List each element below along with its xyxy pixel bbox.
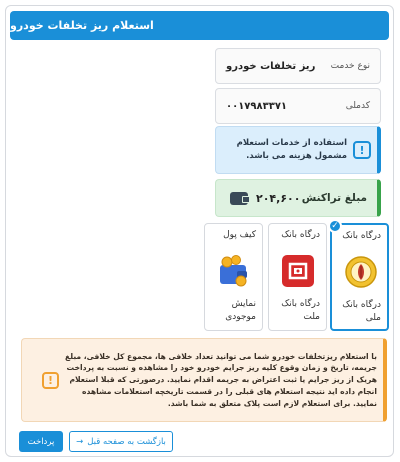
check-icon: ✓ (328, 219, 342, 233)
payment-option-title: درگاه بانک (342, 231, 381, 241)
payment-option-subtitle: درگاه بانک ملی (342, 300, 381, 323)
national-code-value: ۰۰۱۷۹۸۳۳۷۱ (226, 100, 288, 112)
warning-text: با استعلام ریزتخلفات خودرو شما می توانید تعداد خلافی ها، مجموع کل خلافی، مبلغ جریمه، تاریخ و زمان وقوع کلیه ریز جرایم خودرو خود را مشاهده و نسبت به پرداخت هریک از ریز جرایم یا ثبت اعتراض به جریمه اقدام نمایید. درصورتی که قبلا استعلام انجام داده اید نتیجه استعلام های قبلی را در قسمت تاریخچه استعلامات مشاهده نمایید. برای استعلام لازم است پلاک متعلق به شما باشد. (65, 351, 377, 408)
fee-notice (215, 126, 381, 174)
page-title: استعلام ریز تخلفات خودرو (10, 11, 389, 40)
service-type-label: نوع خدمت (330, 61, 370, 71)
inquiry-info-warning (21, 338, 387, 422)
service-type-field (215, 48, 381, 84)
amount-value: ۲۰۴,۶۰۰ (256, 191, 301, 205)
wallet-icon (230, 192, 248, 205)
payment-option-wallet[interactable] (204, 223, 263, 331)
fee-notice-text: استفاده از خدمات استعلام مشمول هزینه می باشد. (236, 138, 347, 161)
national-code-field (215, 88, 381, 124)
pay-button[interactable]: پرداخت (19, 431, 63, 452)
amount-label: مبلغ تراکنش (301, 192, 367, 204)
payment-option-bank-mellat[interactable] (268, 223, 327, 331)
inquiry-card (5, 5, 394, 457)
warning-icon: ! (42, 372, 59, 389)
payment-option-title: کیف پول (223, 230, 256, 240)
back-button[interactable] (69, 431, 173, 452)
bank-melli-logo (344, 255, 378, 289)
transaction-amount (215, 179, 381, 217)
arrow-right-icon: → (76, 436, 84, 447)
payment-option-bank-melli[interactable] (330, 223, 389, 331)
info-icon: ! (353, 141, 371, 159)
payment-option-title: درگاه بانک (281, 230, 320, 240)
payment-option-subtitle: درگاه بانک ملت (281, 299, 320, 322)
wallet-coins-logo (217, 254, 251, 288)
payment-option-subtitle: نمایش موجودی (225, 299, 256, 322)
service-type-value: ریز تخلفات خودرو (226, 60, 316, 72)
back-button-label: بازگشت به صفحه قبل (87, 436, 166, 447)
national-code-label: کدملی (345, 101, 370, 111)
bank-mellat-logo (281, 254, 315, 288)
